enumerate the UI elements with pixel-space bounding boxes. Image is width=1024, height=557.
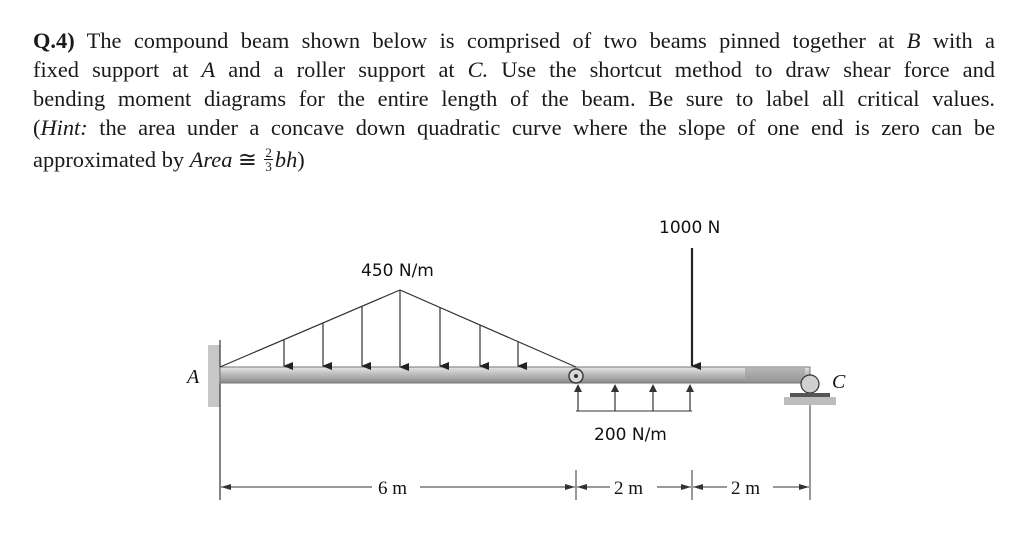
distributed-load-arrows [284,306,518,366]
line5-start: approximated by [33,147,185,172]
roller-c [801,375,819,393]
fraction-denominator: 3 [265,159,272,175]
question-number: Q.4) [33,28,75,53]
dim-arrow-6m-right [565,484,575,490]
up-arrowhead-2 [611,384,619,392]
dim-label-2m-second: 2 m [731,478,761,499]
point-load-label: 1000 N [659,218,721,238]
dim-arrow-6m-left [221,484,231,490]
upward-load-arrows [574,384,694,411]
area-word: Area [189,147,233,172]
up-arrowhead-1 [574,384,582,392]
line1-text: The compound beam shown below is comprised of two beams pinned together at [86,28,895,53]
support-c-label: C [832,371,846,393]
dim-arrow-2m-a-left [577,484,587,490]
upward-load-label: 200 N/m [594,425,667,445]
problem-line-3: bending moment diagrams for the entire length of the beam. Be sure to label all critical values. [33,86,995,111]
hint-text: the area under a concave down quadratic curve where the slope of one end is zero can be [99,115,996,140]
up-arrowhead-4 [686,384,694,392]
line1-end: with a [932,28,995,53]
close-paren: ) [297,147,305,172]
support-a-label: A [187,366,200,388]
beam-ab [220,367,576,383]
fixed-support-wall [208,345,220,407]
pin-b-center [574,374,578,378]
beam-end-shade [745,368,805,382]
dim-arrow-2m-b-right [799,484,809,490]
approx-symbol: ≅ [238,147,257,172]
line2-start: fixed support at [33,57,189,82]
roller-ground [784,397,836,405]
line2-end: Use the shortcut method to draw shear force and [501,57,995,82]
hint-label: Hint: [40,115,88,140]
point-a-label: A [201,57,216,82]
hint-open-paren: ( [33,115,41,140]
dim-arrow-2m-b-left [693,484,703,490]
roller-plate [790,393,830,397]
up-arrowhead-3 [649,384,657,392]
point-b-label: B [906,28,921,53]
distributed-load-label: 450 N/m [361,261,434,281]
dim-label-6m: 6 m [378,478,408,499]
dim-arrow-2m-a-right [681,484,691,490]
line2-mid: and a roller support at [228,57,455,82]
point-c-label: C. [467,57,489,82]
fraction-numerator: 2 [265,145,272,161]
bh-term: bh [274,147,298,172]
distributed-load-envelope [220,290,576,367]
dimension-lines [221,470,809,500]
dim-label-2m-first: 2 m [614,478,644,499]
